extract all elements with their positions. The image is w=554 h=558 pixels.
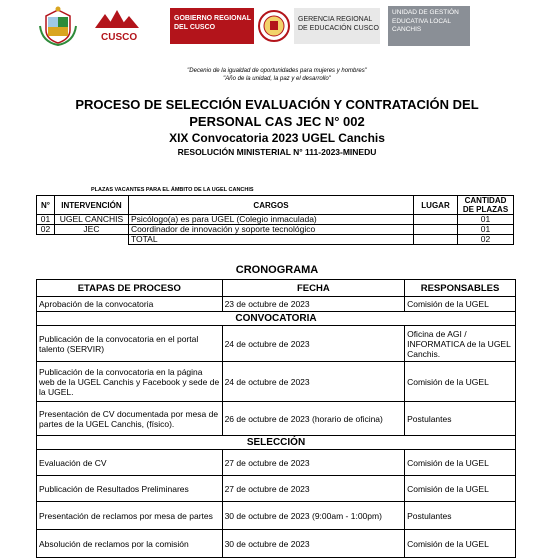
resolucion-ministerial: RESOLUCIÓN MINISTERIAL N° 111-2023-MINEDU [177, 147, 377, 157]
responsable-cell: Comisión de la UGEL [405, 297, 516, 312]
plazas-table [36, 195, 514, 245]
section-row-convocatoria [37, 312, 516, 326]
etapa-cell: Evaluación de CV [37, 450, 223, 476]
document-title [0, 96, 554, 158]
plaza-lugar [414, 225, 458, 235]
table-row [37, 502, 516, 530]
title-line-3: XIX Convocatoria 2023 UGEL Canchis [169, 131, 385, 145]
header-intervencion: INTERVENCIÓN [54, 196, 128, 215]
responsable-cell: Comisión de la UGEL [405, 476, 516, 502]
etapa-cell: Absolución de reclamos por la comisión [37, 530, 223, 558]
header-responsables: RESPONSABLES [405, 280, 516, 297]
gerencia-line-2: DE EDUCACIÓN CUSCO [298, 25, 379, 32]
fecha-cell: 24 de octubre de 2023 [222, 362, 405, 402]
plaza-cargo: Coordinador de innovación y soporte tecnológico [128, 225, 413, 235]
header-cantidad: CANTIDAD DE PLAZAS [458, 196, 514, 215]
header-n: N° [37, 196, 55, 215]
plaza-cargo: Psicólogo(a) es para UGEL (Colegio inmaculada) [128, 215, 413, 225]
header-etapas: ETAPAS DE PROCESO [37, 280, 223, 297]
responsable-cell: Comisión de la UGEL [405, 450, 516, 476]
gobierno-line-2: DEL CUSCO [174, 24, 216, 31]
plazas-caption: PLAZAS VACANTES PARA EL ÁMBITO DE LA UGEL CANCHIS [91, 187, 254, 193]
plaza-n: 02 [37, 225, 55, 235]
etapa-cell: Publicación de la convocatoria en el portal talento (SERVIR) [37, 326, 223, 362]
responsable-cell: Postulantes [405, 402, 516, 436]
fecha-cell: 30 de octubre de 2023 (9:00am - 1:00pm) [222, 502, 405, 530]
table-row [37, 450, 516, 476]
fecha-cell: 23 de octubre de 2023 [222, 297, 405, 312]
decenio-line-1: "Decenio de la igualdad de oportunidades para mujeres y hombres" [187, 68, 367, 74]
header-fecha: FECHA [222, 280, 405, 297]
plaza-intervencion: JEC [54, 225, 128, 235]
total-value: 02 [458, 235, 514, 245]
etapa-cell: Aprobación de la convocatoria [37, 297, 223, 312]
section-row-seleccion [37, 436, 516, 450]
empty-cell [414, 235, 458, 245]
ugel-line-3: CANCHIS [392, 26, 422, 33]
table-row [37, 402, 516, 436]
header-lugar: LUGAR [414, 196, 458, 215]
table-row [37, 530, 516, 558]
responsable-cell: Oficina de AGI / INFORMATICA de la UGEL Canchis. [405, 326, 516, 362]
etapa-cell: Publicación de la convocatoria en la página web de la UGEL Canchis y Facebook y sede de la UGEL. [37, 362, 223, 402]
header-logos [36, 6, 459, 46]
decenio-line-2: "Año de la unidad, la paz y el desarrollo" [223, 76, 331, 82]
fecha-cell: 26 de octubre de 2023 (horario de oficina) [222, 402, 405, 436]
responsable-cell: Comisión de la UGEL [405, 530, 516, 558]
ugel-line-2: EDUCATIVA LOCAL [392, 17, 451, 25]
plaza-cantidad: 01 [458, 215, 514, 225]
table-row [37, 476, 516, 502]
table-row [37, 225, 514, 235]
empty-cell [54, 235, 128, 245]
title-line-1: PROCESO DE SELECCIÓN EVALUACIÓN Y CONTRATACIÓN DEL [75, 97, 479, 112]
gerencia-label [294, 8, 380, 44]
etapa-cell: Publicación de Resultados Preliminares [37, 476, 223, 502]
cronograma-table [36, 279, 516, 558]
table-row [37, 362, 516, 402]
table-row [37, 215, 514, 225]
fecha-cell: 24 de octubre de 2023 [222, 326, 405, 362]
cusco-logo-text: CUSCO [101, 32, 138, 43]
section-label: CONVOCATORIA [37, 312, 516, 326]
plaza-intervencion: UGEL CANCHIS [54, 215, 128, 225]
cronograma-title: CRONOGRAMA [235, 264, 319, 276]
responsable-cell: Comisión de la UGEL [405, 362, 516, 402]
title-line-2: PERSONAL CAS JEC N° 002 [189, 114, 365, 129]
gobierno-line-1: GOBIERNO REGIONAL [174, 15, 252, 22]
section-label: SELECCIÓN [37, 436, 516, 450]
cronograma-header-row [37, 280, 516, 297]
cusco-logo-icon [83, 6, 168, 46]
header-cargos: CARGOS [128, 196, 413, 215]
fecha-cell: 27 de octubre de 2023 [222, 450, 405, 476]
responsable-cell: Postulantes [405, 502, 516, 530]
table-row [37, 326, 516, 362]
plaza-lugar [414, 215, 458, 225]
gobierno-regional-label [170, 8, 254, 44]
peru-coat-of-arms-icon [36, 6, 80, 46]
total-label: TOTAL [128, 235, 413, 245]
plaza-cantidad: 01 [458, 225, 514, 235]
gerencia-seal-icon [258, 8, 290, 44]
plazas-header-row [37, 196, 514, 215]
fecha-cell: 30 de octubre de 2023 [222, 530, 405, 558]
ugel-label [388, 6, 470, 46]
plaza-n: 01 [37, 215, 55, 225]
empty-cell [37, 235, 55, 245]
table-row [37, 297, 516, 312]
etapa-cell: Presentación de reclamos por mesa de partes [37, 502, 223, 530]
etapa-cell: Presentación de CV documentada por mesa de partes de la UGEL Canchis, (físico). [37, 402, 223, 436]
ugel-line-1: UNIDAD DE GESTIÓN [392, 9, 459, 16]
gerencia-line-1: GERENCIA REGIONAL [298, 16, 373, 23]
fecha-cell: 27 de octubre de 2023 [222, 476, 405, 502]
plazas-total-row [37, 235, 514, 245]
